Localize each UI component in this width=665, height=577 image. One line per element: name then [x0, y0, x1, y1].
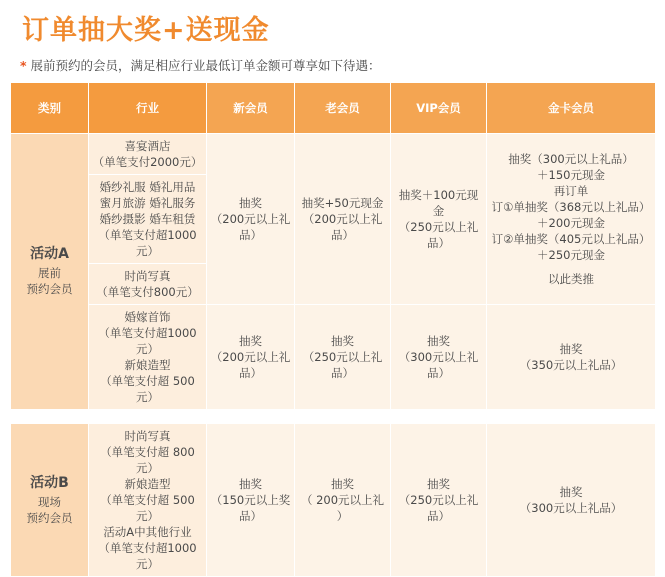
- industry-line: 蜜月旅游 婚礼服务: [99, 196, 196, 210]
- industry-line: 时尚写真: [124, 269, 171, 283]
- table-separator-row: [11, 410, 656, 424]
- benefit-line: 再订单: [553, 184, 589, 198]
- industry-line: 婚纱礼服 婚礼用品: [99, 180, 196, 194]
- benefit-cell-new-a: [207, 134, 295, 305]
- category-sub1-a: 展前: [38, 266, 61, 280]
- benefit-line: 抽奖: [239, 334, 262, 348]
- industry-line: （单笔支付超1000元）: [98, 326, 197, 356]
- benefit-cell-gold-a2: [487, 305, 656, 410]
- benefit-line: ＋200元现金: [537, 216, 605, 230]
- benefit-line: （250元以上礼品）: [398, 493, 479, 523]
- table-separator: [11, 410, 656, 424]
- benefit-line: 抽奖: [427, 334, 450, 348]
- benefit-cell-gold-b: [487, 424, 656, 577]
- column-header-industry: 行业: [89, 83, 207, 134]
- industry-cell-hotel: [89, 134, 207, 175]
- industry-line: 新娘造型: [124, 358, 171, 372]
- industry-line: （单笔支付2000元）: [92, 155, 203, 169]
- industry-line: （单笔支付超 800元）: [100, 445, 195, 475]
- benefit-line: （350元以上礼品）: [519, 358, 623, 372]
- category-title-a: 活动A: [30, 246, 69, 262]
- industry-line: 活动A中其他行业: [103, 525, 192, 539]
- benefit-line: 抽奖＋100元现金: [398, 188, 479, 218]
- benefit-line: ＋150元现金: [537, 168, 605, 182]
- benefit-line: ＋250元现金: [537, 248, 605, 262]
- industry-line: （单笔支付800元）: [96, 285, 199, 299]
- benefit-cell-old-a: [295, 134, 391, 305]
- benefit-line: （250元以上礼品）: [302, 350, 383, 380]
- benefit-line: 抽奖: [239, 196, 262, 210]
- benefit-line: 以此类推: [548, 272, 594, 286]
- benefit-cell-old-a2: [295, 305, 391, 410]
- industry-line: 喜宴酒店: [124, 139, 171, 153]
- industry-line: 新娘造型: [124, 477, 171, 491]
- benefit-line: （150元以上奖品）: [210, 493, 291, 523]
- category-sub2-b: 预约会员: [26, 510, 73, 525]
- subtitle-text: 展前预约的会员，满足相应行业最低订单金额可尊享如下待遇：: [30, 58, 381, 73]
- column-header-gold-member: 金卡会员: [487, 83, 656, 134]
- industry-line: （单笔支付超 500元）: [100, 493, 195, 523]
- benefit-cell-new-b: [207, 424, 295, 577]
- benefit-line: 抽奖: [559, 342, 583, 356]
- benefit-line: （200元以上礼品）: [210, 212, 291, 242]
- category-title-b: 活动B: [30, 474, 69, 491]
- benefit-line: 订①单抽奖（368元以上礼品）: [491, 200, 651, 214]
- benefit-line: 订②单抽奖（405元以上礼品）: [491, 232, 651, 246]
- page-title: 订单抽大奖+送现金: [22, 15, 270, 46]
- benefit-cell-vip-a2: [391, 305, 487, 410]
- category-sub1-b: 现场: [38, 494, 61, 509]
- benefit-line: （300元以上礼品）: [398, 350, 479, 380]
- industry-line: 婚纱摄影 婚车租赁: [99, 212, 196, 226]
- benefit-line: （250元以上礼品）: [398, 220, 479, 250]
- benefit-line: 抽奖+50元现金: [301, 196, 384, 210]
- column-header-new-member: 新会员: [207, 83, 295, 134]
- benefit-line: （300元以上礼品）: [519, 501, 623, 515]
- industry-line: 婚嫁首饰: [124, 310, 171, 324]
- benefit-line: 抽奖: [331, 334, 354, 348]
- page-subtitle: [0, 48, 665, 82]
- category-cell-a: [11, 134, 89, 410]
- table-header-row: [11, 83, 656, 134]
- column-header-vip-member: VIP会员: [391, 83, 487, 134]
- benefit-line: （200元以上礼品）: [210, 350, 291, 380]
- industry-cell-wedding-services: [89, 175, 207, 264]
- benefit-cell-vip-a: [391, 134, 487, 305]
- benefit-line: 抽奖: [331, 477, 354, 491]
- benefit-line: （200元以上礼品）: [302, 212, 383, 242]
- industry-line: （单笔支付超 500元）: [100, 374, 195, 404]
- table-row: [11, 424, 656, 577]
- benefit-cell-new-a2: [207, 305, 295, 410]
- benefit-line: （ 200元以上礼 ）: [300, 493, 385, 523]
- industry-cell-onsite: [89, 424, 207, 577]
- table-row: [11, 305, 656, 410]
- category-cell-b: [11, 424, 89, 577]
- subtitle-star: *: [20, 58, 27, 73]
- industry-line: 时尚写真: [124, 429, 171, 443]
- industry-cell-jewelry: [89, 305, 207, 410]
- column-header-category: 类别: [11, 83, 89, 134]
- category-sub2-a: 预约会员: [26, 282, 73, 296]
- column-header-old-member: 老会员: [295, 83, 391, 134]
- table-row: [11, 134, 656, 175]
- industry-cell-photo: [89, 264, 207, 305]
- benefit-cell-vip-b: [391, 424, 487, 577]
- benefit-line: 抽奖: [427, 477, 450, 491]
- benefits-table: [10, 82, 656, 577]
- industry-line: （单笔支付超1000元）: [98, 228, 197, 258]
- benefit-line: 抽奖（300元以上礼品）: [508, 152, 634, 166]
- benefit-cell-gold-a: [487, 134, 656, 305]
- benefit-cell-old-b: [295, 424, 391, 577]
- industry-line: （单笔支付超1000元）: [98, 541, 197, 571]
- benefit-line: 抽奖: [559, 485, 583, 499]
- benefit-line: 抽奖: [239, 477, 262, 491]
